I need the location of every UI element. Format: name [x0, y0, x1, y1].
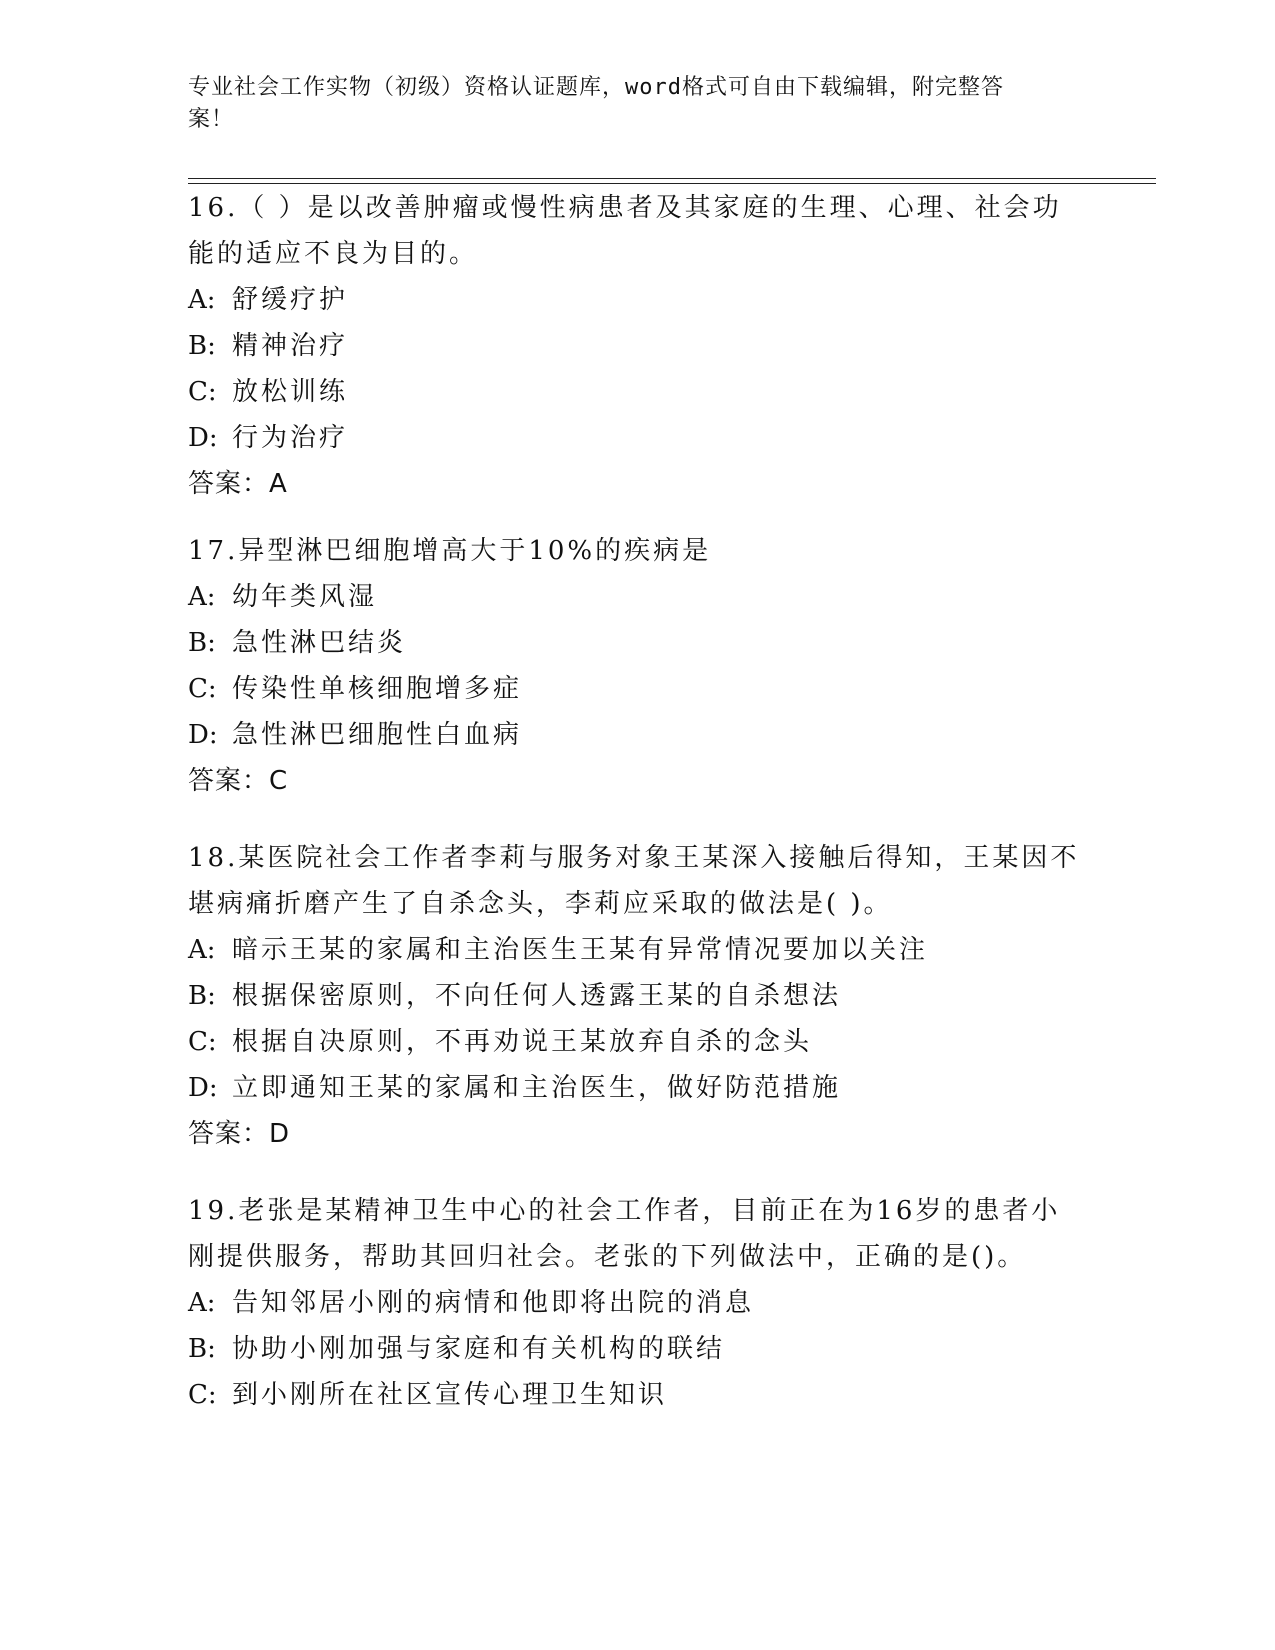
question-text-line: 能的适应不良为目的。 — [188, 239, 479, 269]
option-c — [188, 666, 1088, 712]
header-line-1: 专业社会工作实物（初级）资格认证题库，word格式可自由下载编辑，附完整答 — [188, 75, 1004, 100]
option-label: D: — [188, 423, 218, 453]
option-c — [188, 1019, 1088, 1065]
answer-line: 答案：D — [188, 1119, 291, 1149]
option-a — [188, 574, 1088, 620]
option-label: C: — [188, 674, 217, 704]
option-text: 行为治疗 — [232, 423, 349, 453]
option-label: D: — [188, 1073, 218, 1103]
option-text: 暗示王某的家属和主治医生王某有异常情况要加以关注 — [232, 935, 929, 965]
option-text: 急性淋巴结炎 — [232, 628, 407, 658]
header-divider-top — [188, 178, 1156, 179]
option-text: 告知邻居小刚的病情和他即将出院的消息 — [232, 1288, 755, 1318]
option-text: 协助小刚加强与家庭和有关机构的联结 — [232, 1334, 726, 1364]
option-label: A: — [188, 285, 216, 315]
header-line-2: 案！ — [188, 107, 235, 132]
document-header — [188, 72, 1068, 136]
option-a — [188, 927, 1088, 973]
option-text: 放松训练 — [232, 377, 349, 407]
option-label: A: — [188, 582, 216, 612]
question-text-line: 17.异型淋巴细胞增高大于10%的疾病是 — [188, 536, 712, 566]
option-d — [188, 1065, 1088, 1111]
option-label: B: — [188, 981, 216, 1011]
option-text: 急性淋巴细胞性白血病 — [232, 720, 523, 750]
answer-line: 答案：A — [188, 469, 288, 499]
option-text: 立即通知王某的家属和主治医生，做好防范措施 — [232, 1073, 842, 1103]
answer-line: 答案：C — [188, 766, 289, 796]
option-text: 幼年类风湿 — [232, 582, 378, 612]
question-16 — [188, 185, 1088, 507]
option-label: A: — [188, 1288, 216, 1318]
option-label: C: — [188, 1380, 217, 1410]
question-19 — [188, 1188, 1088, 1418]
option-label: C: — [188, 1027, 217, 1057]
option-label: B: — [188, 331, 216, 361]
option-a — [188, 277, 1088, 323]
option-text: 根据保密原则，不向任何人透露王某的自杀想法 — [232, 981, 842, 1011]
option-text: 精神治疗 — [232, 331, 349, 361]
header-divider-bottom — [188, 183, 1156, 184]
question-text-line: 刚提供服务，帮助其回归社会。老张的下列做法中，正确的是()。 — [188, 1242, 1027, 1272]
option-b — [188, 973, 1088, 1019]
option-label: D: — [188, 720, 218, 750]
option-text: 根据自决原则，不再劝说王某放弃自杀的念头 — [232, 1027, 813, 1057]
option-text: 舒缓疗护 — [232, 285, 349, 315]
option-label: C: — [188, 377, 217, 407]
question-text-line: 18.某医院社会工作者李莉与服务对象王某深入接触后得知，王某因不 — [188, 843, 1080, 873]
option-b — [188, 620, 1088, 666]
option-c — [188, 369, 1088, 415]
option-d — [188, 712, 1088, 758]
option-text: 到小刚所在社区宣传心理卫生知识 — [232, 1380, 668, 1410]
question-text-line: 堪病痛折磨产生了自杀念头，李莉应采取的做法是( )。 — [188, 889, 893, 919]
question-18 — [188, 835, 1088, 1157]
option-b — [188, 323, 1088, 369]
question-text-line: 19.老张是某精神卫生中心的社会工作者，目前正在为16岁的患者小 — [188, 1196, 1061, 1226]
option-a — [188, 1280, 1088, 1326]
option-label: B: — [188, 628, 216, 658]
option-b — [188, 1326, 1088, 1372]
option-label: B: — [188, 1334, 216, 1364]
option-label: A: — [188, 935, 216, 965]
question-text-line: 16.（ ）是以改善肿瘤或慢性病患者及其家庭的生理、心理、社会功 — [188, 193, 1062, 223]
question-17 — [188, 528, 1088, 804]
option-d — [188, 415, 1088, 461]
option-text: 传染性单核细胞增多症 — [232, 674, 523, 704]
option-c — [188, 1372, 1088, 1418]
